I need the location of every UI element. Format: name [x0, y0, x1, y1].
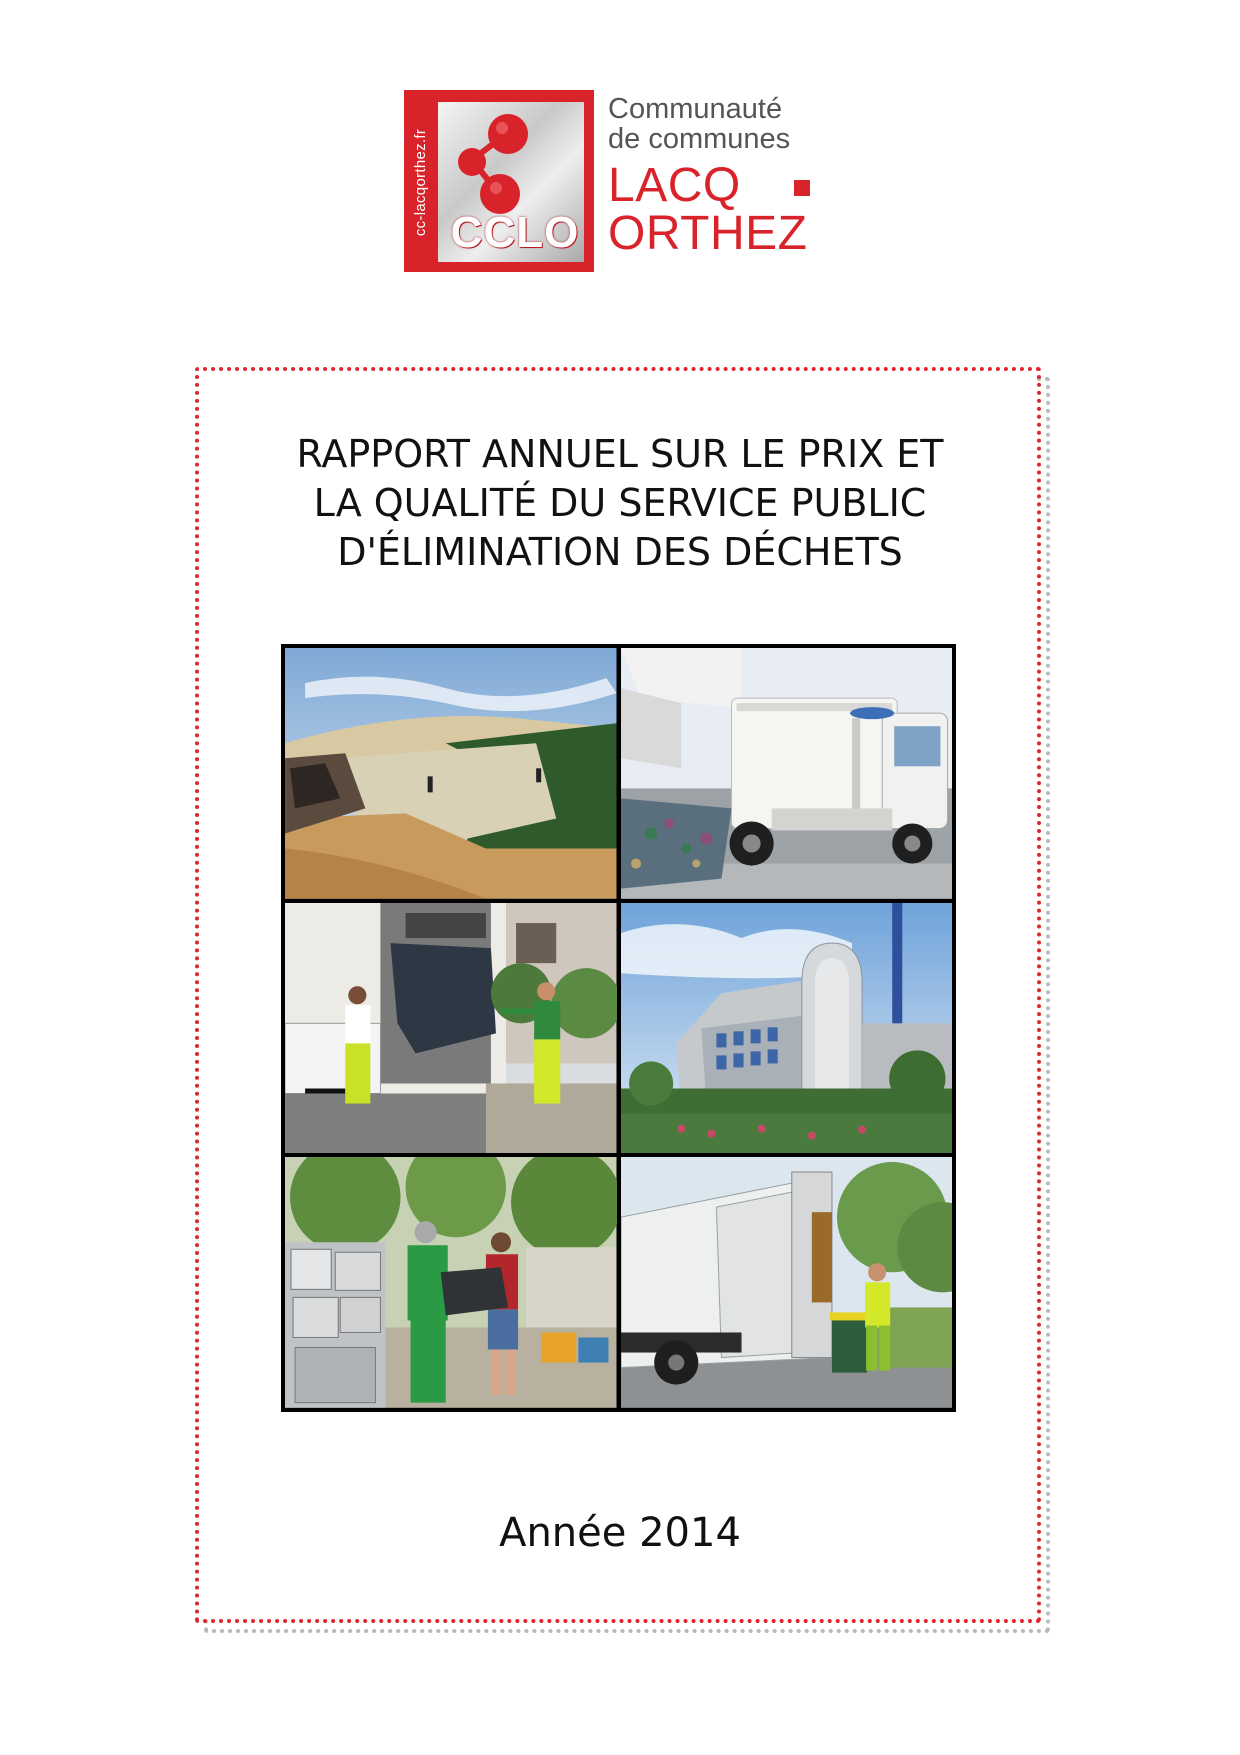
workers-emptying-bin-photo [285, 903, 617, 1154]
incineration-plant-photo [621, 903, 953, 1154]
report-title [230, 430, 1010, 577]
logo-line-communaute: Communauté [608, 93, 783, 125]
collection-truck-unloading-photo [621, 648, 953, 899]
cclo-logo [404, 90, 832, 272]
logo-line-de-communes: de communes [608, 123, 791, 155]
garbage-truck-worker-photo [621, 1157, 953, 1408]
photo-grid [281, 644, 956, 1412]
report-year: Année 2014 [499, 1510, 741, 1556]
molecule-icon [438, 102, 584, 222]
logo-square-icon [794, 180, 810, 196]
landfill-site-photo [285, 648, 617, 899]
title-line-3: D'ÉLIMINATION DES DÉCHETS [337, 530, 903, 574]
recycling-center-appliances-photo [285, 1157, 617, 1408]
title-line-2: LA QUALITÉ DU SERVICE PUBLIC [313, 481, 927, 525]
logo-acronym: CCLO [450, 208, 580, 257]
title-line-1: RAPPORT ANNUEL SUR LE PRIX ET [296, 432, 944, 476]
logo-website: cc-lacqorthez.fr [412, 128, 430, 236]
logo-line-orthez: ORTHEZ [608, 207, 808, 260]
logo-line-lacq: LACQ [608, 162, 838, 210]
logo-wordmark [608, 94, 838, 258]
